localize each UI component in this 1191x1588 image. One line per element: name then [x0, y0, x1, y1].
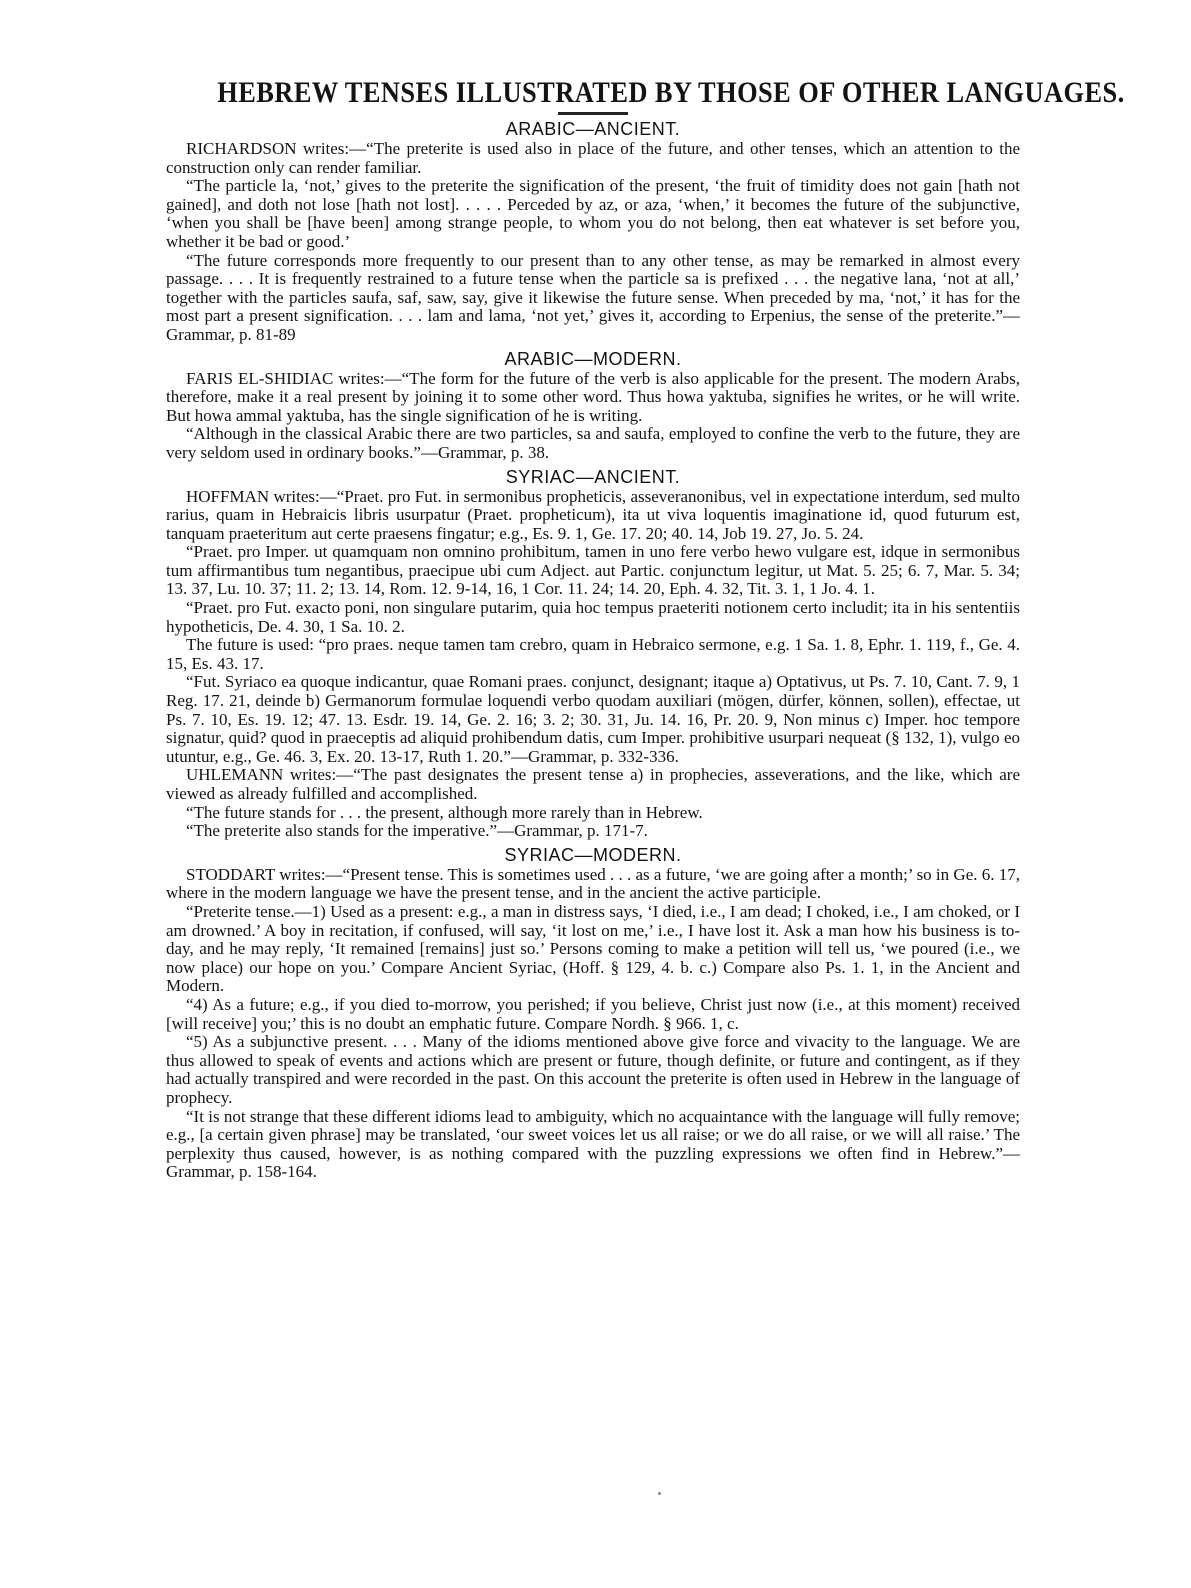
- section-heading: ARABIC—ANCIENT.: [505, 119, 681, 139]
- paragraph: “Although in the classical Arabic there are two particles, sa and saufa, employed to confine the verb to the future, they are very seldom used in ordinary books.”—Grammar, p. 38.: [166, 424, 1020, 462]
- paragraph: “Praet. pro Imper. ut quamquam non omnino prohibitum, tamen in uno fere verbo hewo vulgare est, idque in sermonibus tum affirmantibus tum negantibus, praecipue ubi cum Adject. aut Partic. conjunctum legitur, ut Mat. 5. 25; 6. 7, Mar. 5. 34; 13. 37, Lu. 10. 37; 11. 2; 13. 14, Rom. 12. 9-14, 16, 1 Cor. 11. 24; 14. 20, Eph. 4. 32, Tit. 3. 1, 1 Jo. 4. 1.: [166, 542, 1020, 599]
- paragraph: UHLEMANN writes:—“The past designates the present tense a) in prophecies, asseverations, and the like, which are viewed as already fulfilled and accomplished.: [166, 765, 1020, 803]
- paragraph: “5) As a subjunctive present. . . . Many of the idioms mentioned above give force and vivacity to the language. We are thus allowed to speak of events and actions which are present or future, though definite, or future and contingent, as if they had actually transpired and were recorded in the past. On this account the preterite is often used in Hebrew in the language of prophecy.: [166, 1032, 1020, 1107]
- page: [166, 76, 1125, 1182]
- paragraph: “Preterite tense.—1) Used as a present: e.g., a man in distress says, ‘I died, i.e., I am dead; I choked, i.e., I am choked, or I am drowned.’ A boy in recitation, if confused, will say, ‘it lost on me,’ i.e., I have lost it. Ask a man how his business is to-day, and he may reply, ‘It remained [remains] just so.’ Persons coming to make a petition will tell us, ‘we poured (i.e., we now place) our hope on you.’ Compare Ancient Syriac, (Hoff. § 129, 4. b. c.) Compare also Ps. 1. 1, in the Ancient and Modern.: [166, 901, 1020, 996]
- paragraph: “The particle la, ‘not,’ gives to the preterite the signification of the present, ‘the fruit of timidity does not gain [hath not gained], and doth not lose [hath not lost]. . . . . Perceded by az, or aza, ‘when,’ it becomes the future of the subjunctive, ‘when you shall be [have been] among strange people, to whom you do not belong, then eat whatever is set before you, whether it be bad or good.’: [166, 176, 1020, 251]
- paragraph: The future is used: “pro praes. neque tamen tam crebro, quam in Hebraico sermone, e.g. 1 Sa. 1. 8, Ephr. 1. 119, f., Ge. 4. 15, Es. 43. 17.: [166, 635, 1020, 673]
- section-heading: SYRIAC—ANCIENT.: [505, 466, 681, 487]
- paragraph: HOFFMAN writes:—“Praet. pro Fut. in sermonibus propheticis, asseveranonibus, vel in expectatione interdum, sed multo rarius, quam in Hebraicis libris usurpatur (Praet. propheticum), ita ut viva loquentis imaginatione id, quod futurum est, tanquam praeteritum aut certe praesens fingatur; e.g., Es. 9. 1, Ge. 17. 20; 40. 14, Job 19. 27, Jo. 5. 24.: [166, 486, 1020, 543]
- print-speck: [658, 1492, 661, 1495]
- page-title: HEBREW TENSES ILLUSTRATED BY THOSE OF OTHER LANGUAGES.: [217, 76, 1125, 109]
- paragraph: “The future stands for . . . the present, although more rarely than in Hebrew.: [186, 802, 703, 822]
- paragraph: “It is not strange that these different idioms lead to ambiguity, which no acquaintance with the language will fully remove; e.g., [a certain given phrase] may be translated, ‘our sweet voices let us all raise; or we do all raise, or we will all raise.’ The perplexity thus caused, however, is as nothing compared with the puzzling expressions we often find in Hebrew.”—Grammar, p. 158-164.: [166, 1106, 1020, 1182]
- title-rule: [558, 112, 628, 115]
- section-syriac-ancient: [166, 467, 1020, 841]
- paragraph: “4) As a future; e.g., if you died to-morrow, you perished; if you believe, Christ just now (i.e., at this moment) received [will receive] you;’ this is no doubt an emphatic future. Compare Nordh. § 966. 1, c.: [166, 994, 1020, 1033]
- paragraph: FARIS EL-SHIDIAC writes:—“The form for the future of the verb is also applicable for the present. The modern Arabs, therefore, make it a real present by joining it to some other word. Thus howa yaktuba, signifies he writes, or he will write. But howa ammal yaktuba, has the single signification of he is writing.: [166, 368, 1020, 425]
- section-heading: SYRIAC—MODERN.: [504, 844, 682, 865]
- paragraph: “The future corresponds more frequently to our present than to any other tense, as may be remarked in almost every passage. . . . It is frequently restrained to a future tense when the particle sa is prefixed . . . the negative lana, ‘not at all,’ together with the particles saufa, saf, saw, say, give it likewise the future sense. When preceded by ma, ‘not,’ it has for the most part a present signification. . . . lam and lama, ‘not yet,’ gives it, according to Erpenius, the sense of the preterite.”—Grammar, p. 81-89: [166, 250, 1020, 344]
- paragraph: “The preterite also stands for the imperative.”—Grammar, p. 171-7.: [186, 821, 648, 841]
- paragraph: STODDART writes:—“Present tense. This is sometimes used . . . as a future, ‘we are going after a month;’ so in Ge. 6. 17, where in the modern language we have the present tense, and in the ancient the active participle.: [166, 864, 1020, 903]
- section-syriac-modern: [166, 845, 1020, 1182]
- paragraph: “Fut. Syriaco ea quoque indicantur, quae Romani praes. conjunct, designant; itaque a) Optativus, ut Ps. 7. 10, Cant. 7. 9, 1 Reg. 17. 21, deinde b) Germanorum formulae loquendi verbo quodam auxiliari (mögen, dürfer, können, sollen), effectae, ut Ps. 7. 10, Es. 19. 12; 47. 13. Esdr. 19. 14, Ge. 2. 16; 3. 2; 30. 31, Ju. 14. 16, Pr. 20. 9, Non minus c) Imper. hoc tempore signatur, quid? quod in praeceptis ad aliquid prohibendum datis, cum Imper. prohibitive usurpari nequeat (§ 132, 1), vulgo eo utuntur, e.g., Ge. 46. 3, Ex. 20. 13-17, Ruth 1. 20.”—Grammar, p. 332-336.: [166, 672, 1020, 766]
- section-arabic-modern: [166, 349, 1020, 463]
- section-arabic-ancient: [166, 119, 1020, 345]
- paragraph: “Praet. pro Fut. exacto poni, non singulare putarim, quia hoc tempus praeteriti notionem certo includit; ita in his sententiis hypotheticis, De. 4. 30, 1 Sa. 10. 2.: [166, 598, 1020, 636]
- section-heading: ARABIC—MODERN.: [504, 348, 682, 369]
- paragraph: RICHARDSON writes:—“The preterite is used also in place of the future, and other tenses, which an attention to the construction only can render familiar.: [166, 139, 1020, 177]
